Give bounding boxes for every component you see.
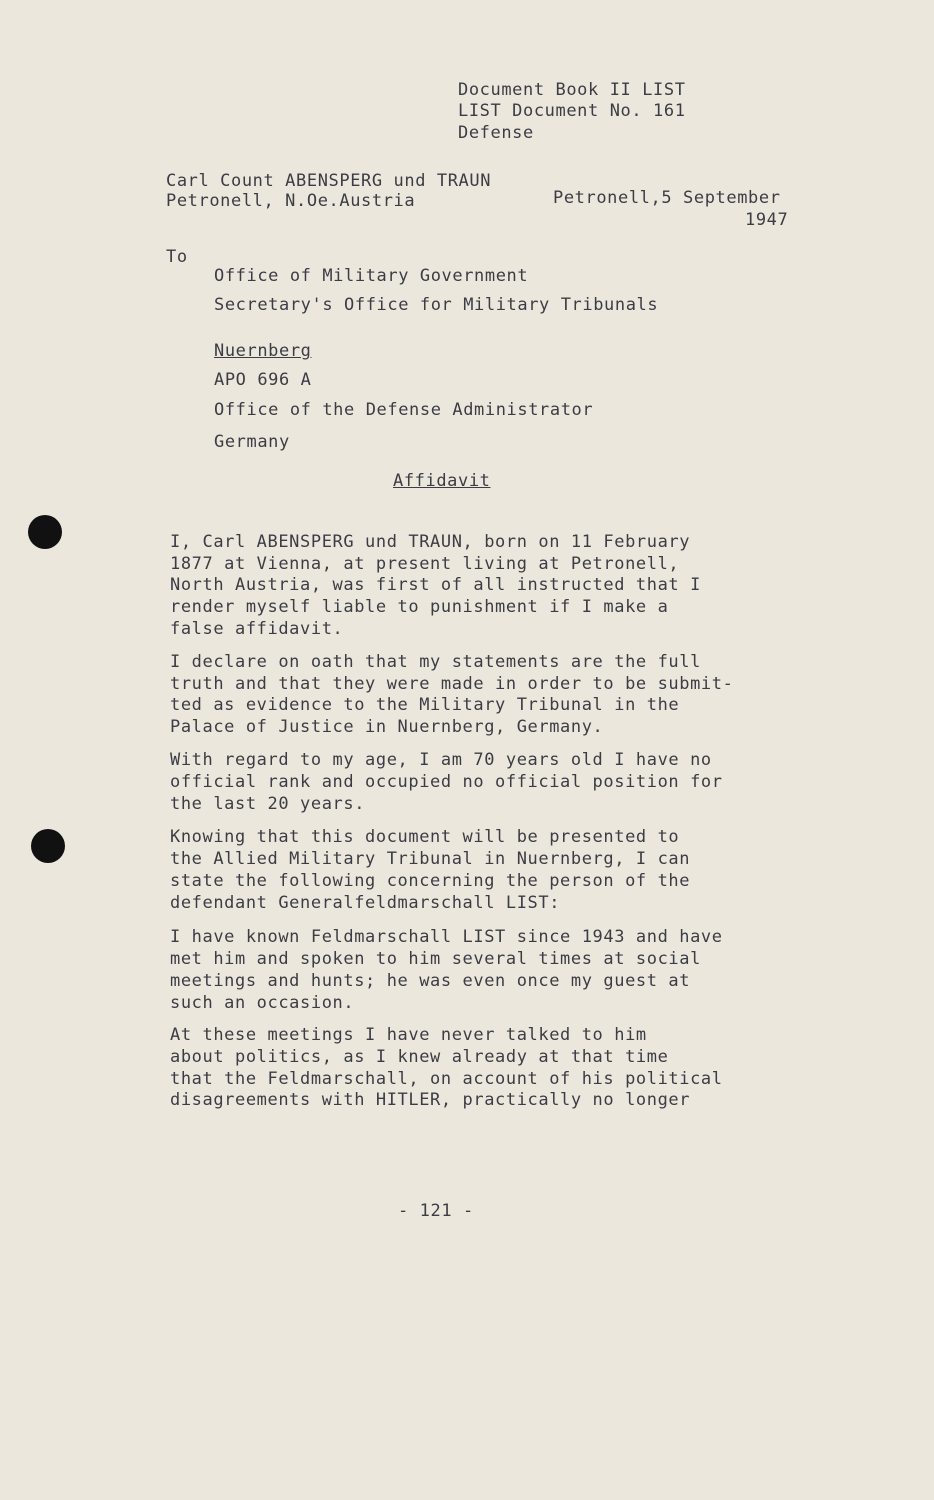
sender-address: Petronell, N.Oe.Austria xyxy=(166,191,416,211)
body-line: render myself liable to punishment if I make a xyxy=(170,597,669,617)
body-line: truth and that they were made in order to be submit- xyxy=(170,674,734,694)
body-line: I, Carl ABENSPERG und TRAUN, born on 11 February xyxy=(170,532,691,552)
body-line: Palace of Justice in Nuernberg, Germany. xyxy=(170,717,604,737)
body-line: official rank and occupied no official position for xyxy=(170,772,723,792)
recipient-line-4: APO 696 A xyxy=(214,370,312,390)
body-line: I have known Feldmarschall LIST since 1943 and have xyxy=(170,927,723,947)
sender-name: Carl Count ABENSPERG und TRAUN xyxy=(166,171,492,191)
document-title: Affidavit xyxy=(393,471,491,491)
page-number: - 121 - xyxy=(398,1201,474,1221)
body-line: about politics, as I knew already at that time xyxy=(170,1047,669,1067)
recipient-line-3: Nuernberg xyxy=(214,341,312,361)
body-line: such an occasion. xyxy=(170,993,355,1013)
recipient-to: To xyxy=(166,247,188,267)
recipient-line-5: Office of the Defense Administrator xyxy=(214,400,594,420)
recipient-line-2: Secretary's Office for Military Tribunals xyxy=(214,295,659,315)
body-line: ted as evidence to the Military Tribunal in the xyxy=(170,695,680,715)
header-doc-number: LIST Document No. 161 xyxy=(458,101,686,121)
body-line: met him and spoken to him several times at social xyxy=(170,949,701,969)
body-line: false affidavit. xyxy=(170,619,344,639)
header-party: Defense xyxy=(458,123,534,143)
body-line: At these meetings I have never talked to him xyxy=(170,1025,647,1045)
dateline-year: 1947 xyxy=(745,210,789,230)
body-line: the Allied Military Tribunal in Nuernberg, I can xyxy=(170,849,691,869)
body-line: the last 20 years. xyxy=(170,794,366,814)
punch-hole-bottom xyxy=(31,829,65,863)
punch-hole-top xyxy=(28,515,62,549)
body-line: I declare on oath that my statements are the full xyxy=(170,652,701,672)
recipient-line-1: Office of Military Government xyxy=(214,266,529,286)
body-line: meetings and hunts; he was even once my guest at xyxy=(170,971,691,991)
body-line: defendant Generalfeldmarschall LIST: xyxy=(170,893,561,913)
body-line: disagreements with HITLER, practically no longer xyxy=(170,1090,691,1110)
body-line: With regard to my age, I am 70 years old I have no xyxy=(170,750,712,770)
body-line: Knowing that this document will be presented to xyxy=(170,827,680,847)
body-line: North Austria, was first of all instructed that I xyxy=(170,575,701,595)
body-line: that the Feldmarschall, on account of his political xyxy=(170,1069,723,1089)
recipient-line-6: Germany xyxy=(214,432,290,452)
body-line: 1877 at Vienna, at present living at Petronell, xyxy=(170,554,680,574)
header-book: Document Book II LIST xyxy=(458,80,686,100)
dateline-place-date: Petronell,5 September xyxy=(553,188,781,208)
body-line: state the following concerning the person of the xyxy=(170,871,691,891)
